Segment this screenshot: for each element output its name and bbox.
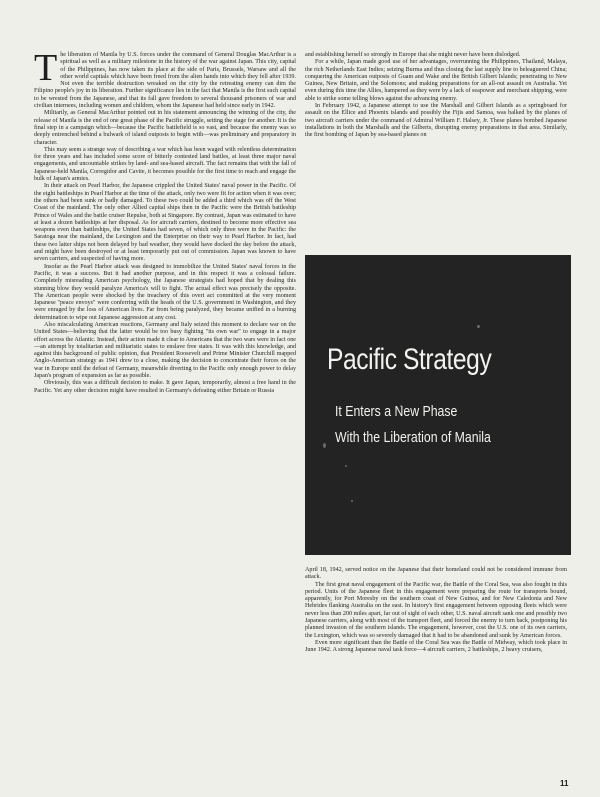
decorative-speck: [345, 465, 347, 467]
paragraph: he liberation of Manila by U.S. forces under the command of General Douglas MacArthur is a spiritual as well as a military milestone in the history of the war against Japan. This city, capital of the Philippines, has now taken its place at the side of Paris, Brussels, Warsaw and all the other world capitals which have been freed from the alien hands into which they fell after 1939. Not even the terrible destruction wreaked on the city by the retreating enemy can dim the Filipino people's joy in its liberation. Further significance lies in the fact that Manila is the first such capital to be wrested from the Japanese, and that its fall gave freedom to several thousand prisoners of war and civilian internees, including women and children, whom the Japanese had held since early in 1942.: [34, 52, 296, 110]
article-subtitle-line2: With the Liberation of Manila: [335, 429, 491, 446]
article-title: Pacific Strategy: [327, 343, 492, 376]
paragraph: Obviously, this was a difficult decision to make. It gave Japan, temporarily, almost a free hand in the Pacific. Yet any other decision might have resulted in Germany's defeating either Britain or Russia: [34, 380, 296, 394]
paragraph: In their attack on Pearl Harbor, the Japanese crippled the United States' naval power in the Pacific. Of the eight battleships in Pearl Harbor at the time of the attack, only two were fit for action when it was over; the others had been sunk or badly damaged. To these two could be added a third which was off the West Coast of the mainland. The only other Allied capital ships then in the Pacific were the British battleship Prince of Wales and the battle cruiser Repulse, both at Singapore. By contrast, Japan was estimated to have at least a dozen battleships at her disposal. As for aircraft carriers, destined to become more effective sea weapons even than battleships, the United States had seven, of which only three were in the Pacific: the Saratoga near the mainland, the Lexington and the Enterprise on their way to Pearl Harbor. In fact, had these two latter ships not been delayed by bad weather, they would have docked the day before the attack, and might have been destroyed or at least temporarily put out of commission. Japan was known to have seven carriers, and suspected of having more.: [34, 183, 296, 263]
right-column-top: [305, 52, 567, 140]
paragraph: For a while, Japan made good use of her advantages, overrunning the Philippines, Thailand, Malaya, the rich Netherlands East Indies; seizing Burma and thus closing the last supply line to beleaguered China; conquering the American outposts of Guam and Wake and the British Gilbert Islands; penetrating to New Guinea, New Britain, and the Solomons; and making preparations for an all-out assault on Australia. Yet even during this time the Allies, hampered as they were by a lack of seapower and merchant shipping, were able to strike some telling blows against the advancing enemy.: [305, 59, 567, 102]
paragraph: The first great naval engagement of the Pacific war, the Battle of the Coral Sea, was also fought in this period. Units of the Japanese fleet in this engagement were preparing the route for transports bound, apparently, for Port Moresby on the southern coast of New Guinea, and for New Caledonia and New Hebrides flanking Australia on the east. In history's first engagement between opposing fleets which were never less than 200 miles apart, far out of sight of each other, U.S. naval aircraft sank one and possibly two Japanese carriers, along with most of the transport fleet, and forced the enemy to turn back, postponing his planned invasion of the southern islands. The engagement, however, cost the U.S. one of its own carriers, the Lexington, which was so severely damaged that it had to be abandoned and sunk by American forces.: [305, 581, 567, 639]
paragraph: This may seem a strange way of describing a war which has been waged with relentless determination for three years and has included some score of bitterly contested land battles, at least three major naval engagements, and uncountable strikes by land- and sea-based aircraft. The fact remains that with the fall of Japanese-held Manila, Corregidor and Cavite, it becomes possible for the first time to reach and engage the bulk of Japan's armies.: [34, 146, 296, 183]
page-number: 11: [560, 779, 569, 788]
decorative-speck: [351, 500, 353, 502]
paragraph: Even more significant than the Battle of the Coral Sea was the Battle of Midway, which took place in June 1942. A strong Japanese naval task force—4 aircraft carriers, 2 battleships, 2 heavy cruisers,: [305, 639, 567, 654]
paragraph: Militarily, as General MacArthur pointed out in his statement announcing the winning of the city, the release of Manila is the end of one great phase of the Pacific struggle, setting the stage for another. It is the final step in a campaign which—because the Pacific battlefield is so vast, and because the enemy was so deeply entrenched behind a bulwark of island outposts to begin with—was preliminary and preparatory in character.: [34, 110, 296, 146]
paragraph: In February 1942, a Japanese attempt to use the Marshall and Gilbert Islands as a springboard for assault on the Ellice and Phoenix islands and possibly the Fijis and Samoa, was balked by the planes of two aircraft carriers under the command of Admiral William F. Halsey, Jr. These planes bombed Japanese installations in both the Marshalls and the Gilberts, disrupting enemy preparations in that area. Similarly, the first bombing of Japan by sea-based planes on: [305, 103, 567, 139]
article-subtitle-line1: It Enters a New Phase: [335, 403, 458, 420]
paragraph: and establishing herself so strongly in Europe that she might never have been dislodged.: [305, 52, 521, 58]
decorative-speck: [477, 325, 480, 328]
title-panel: [305, 255, 571, 555]
right-column-bottom: [305, 567, 567, 655]
left-column: [34, 47, 296, 395]
paragraph: April 18, 1942, served notice on the Japanese that their homeland could not be considered immune from attack.: [305, 567, 567, 581]
drop-cap: T: [34, 47, 58, 89]
paragraph: Also miscalculating American reactions, Germany and Italy seized this moment to declare war on the United States—believing that the latter would be too busy fighting "its own war" to engage in a major effort across the Atlantic. Instead, their action made it clear to Americans that the two wars were in fact one—an attempt by totalitarian and militaristic states to enslave free states. It was with this knowledge, and against this background of public opinion, that President Roosevelt and Prime Minister Churchill mapped Anglo-American strategy as 1941 drew to a close, making the decision to concentrate their forces on the war in Europe until the defeat of Germany, meanwhile diverting to the Pacific only enough power to delay Japan's program of expansion as far as possible.: [34, 321, 296, 380]
decorative-speck: [323, 443, 326, 448]
paragraph: Insofar as the Pearl Harbor attack was designed to immobilize the United States' naval forces in the Pacific, it was a success. But it had another purpose, and in this respect it was a colossal failure. Completely misreading American psychology, the Japanese strategists had hoped that by dealing this stunning blow they would paralyze America's will to fight. The actual effect was precisely the opposite. The American people were shocked by the treachery of this overt act committed at the very moment Japanese "peace envoys" were conferring with the heads of the U.S. government in Washington, and they were enraged by the loss of American lives. Far from being paralyzed, they became unified in a burning determination to wipe out Japanese aggression at any cost.: [34, 263, 296, 321]
